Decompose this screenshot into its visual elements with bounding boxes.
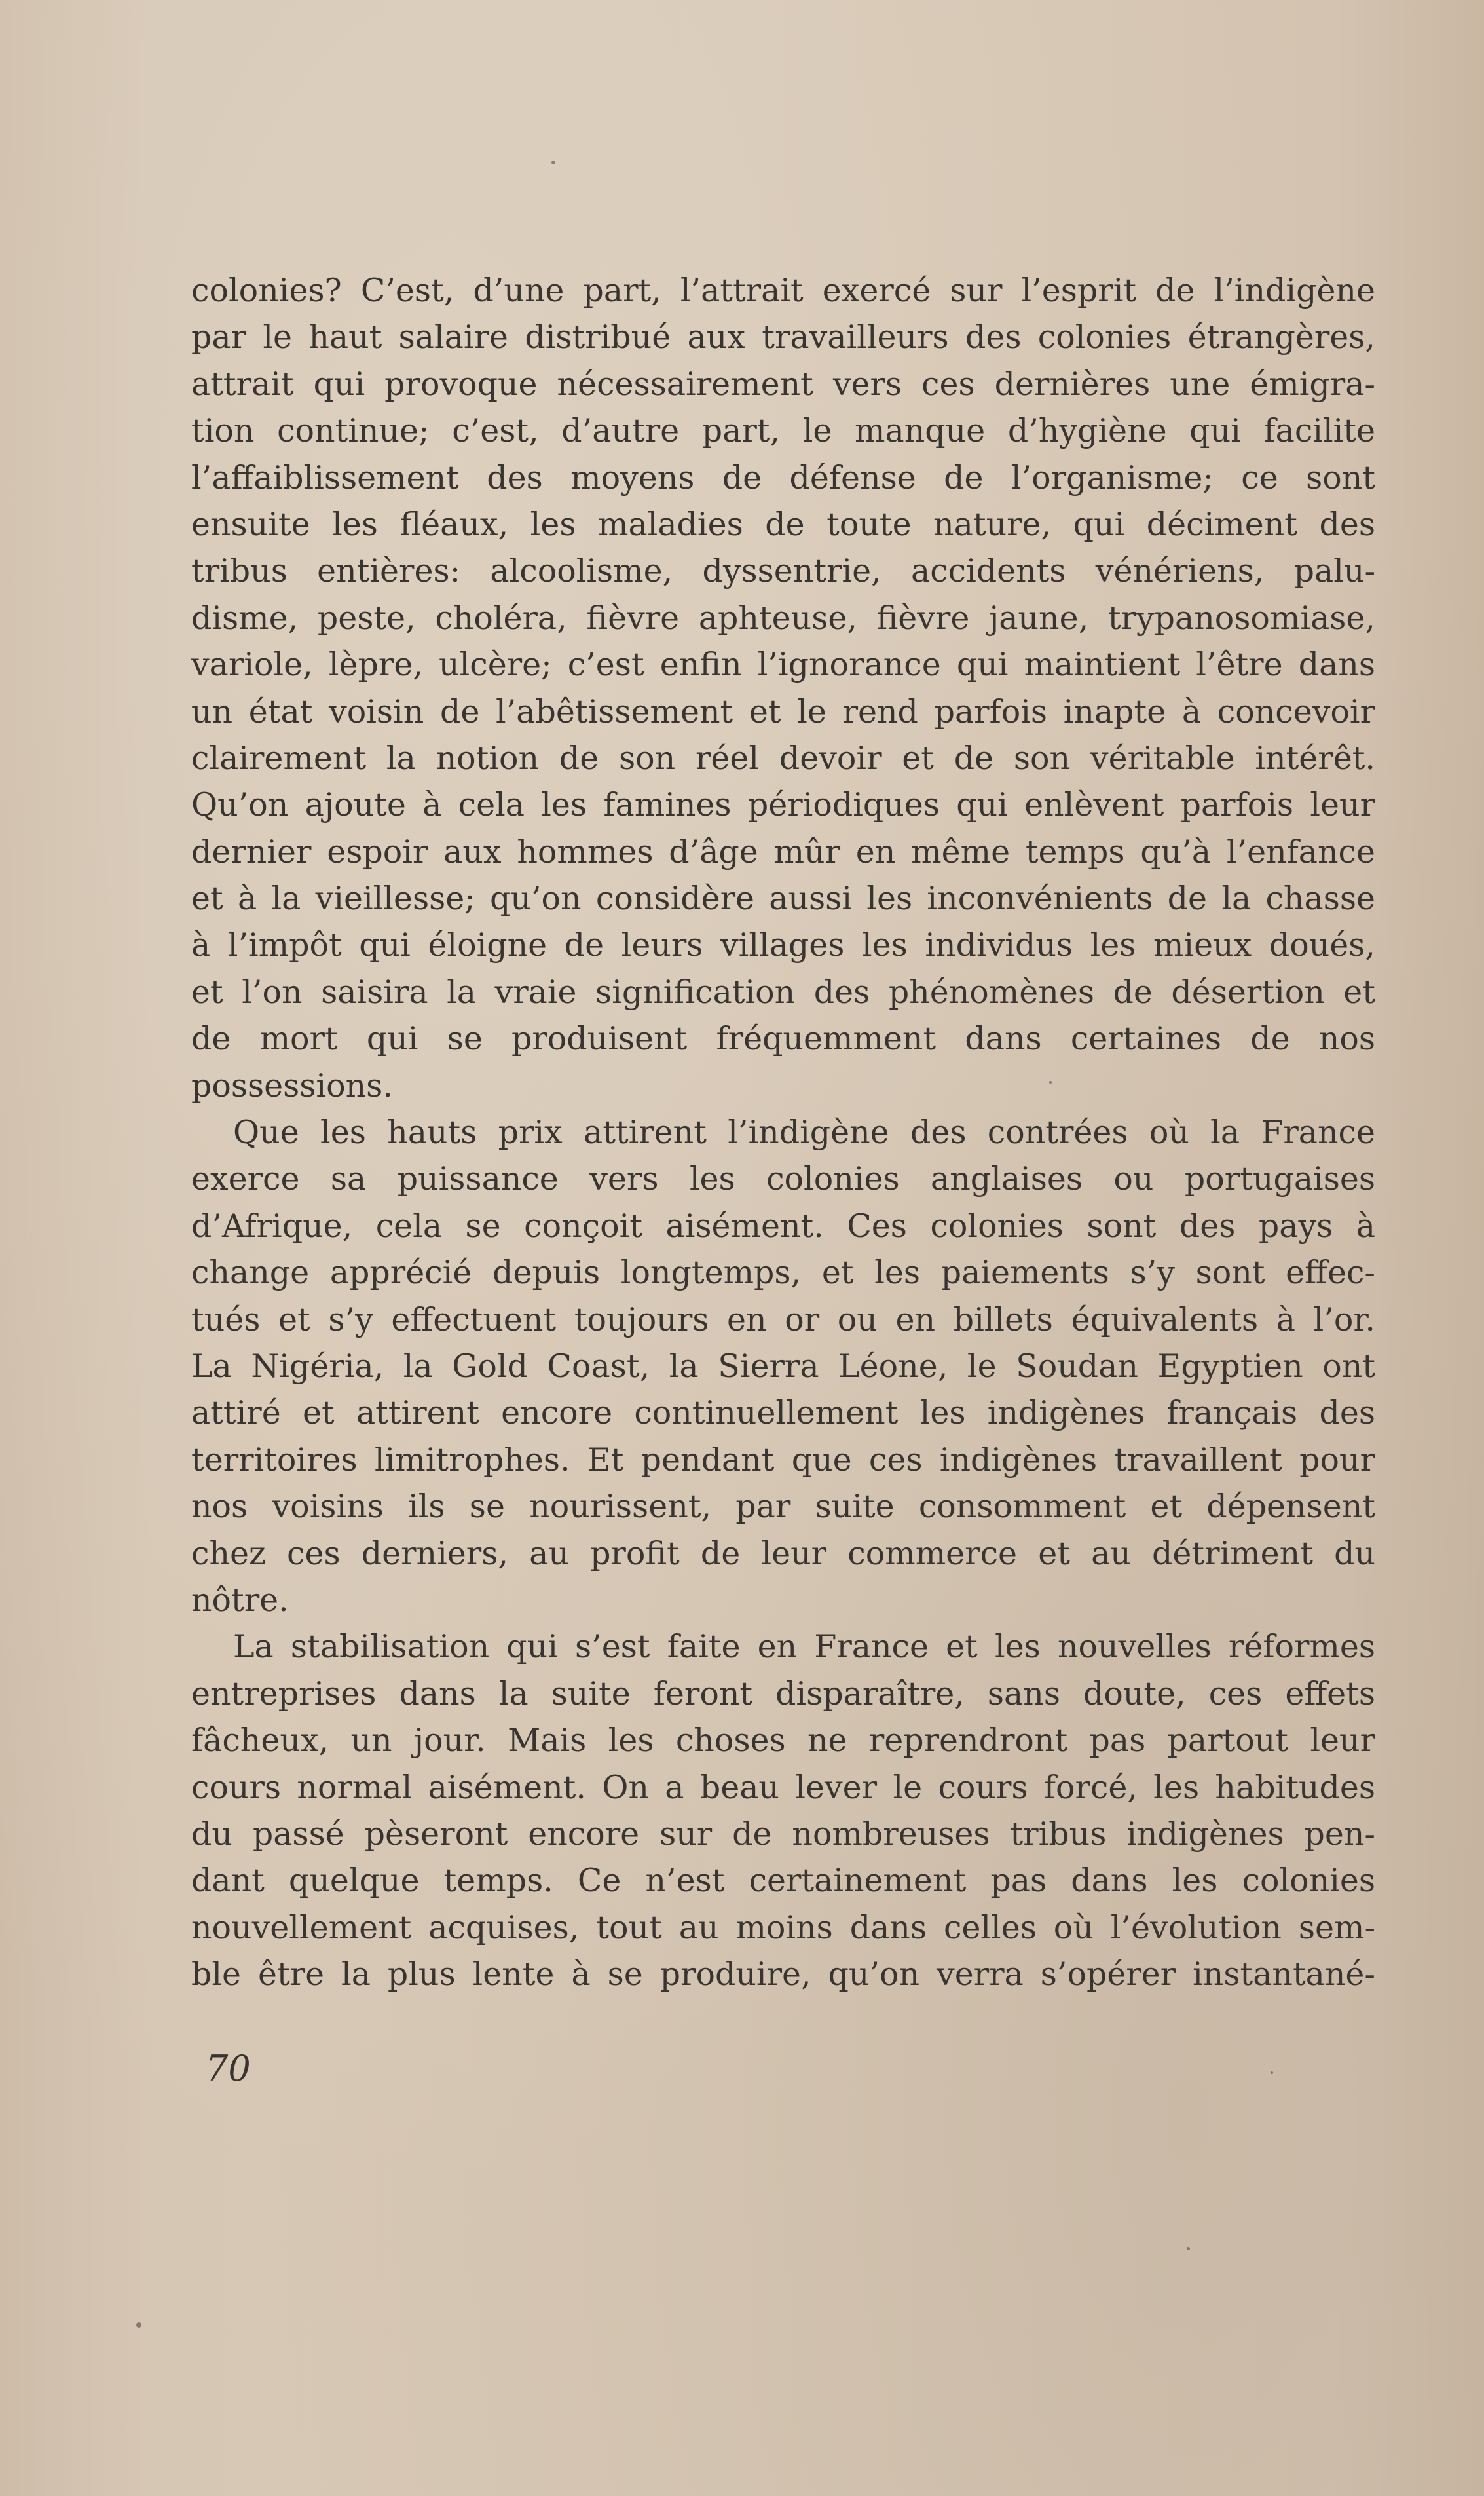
paper-speck xyxy=(1049,1081,1052,1084)
text-line: nouvellement acquises, tout au moins dans celles où l’évolution sem- xyxy=(191,1908,1375,1946)
text-line: variole, lèpre, ulcère; c’est enfin l’ignorance qui maintient l’être dans xyxy=(191,646,1375,684)
text-line: cours normal aisément. On a beau lever le cours forcé, les habitudes xyxy=(191,1768,1375,1806)
text-line: tués et s’y effectuent toujours en or ou en billets équivalents à l’or. xyxy=(191,1300,1375,1338)
page-number: 70 xyxy=(206,2048,251,2089)
text-line: d’Afrique, cela se conçoit aisément. Ces colonies sont des pays à xyxy=(191,1207,1375,1245)
text-line: Qu’on ajoute à cela les famines périodiques qui enlèvent parfois leur xyxy=(191,786,1375,824)
text-line: un état voisin de l’abêtissement et le rend parfois inapte à concevoir xyxy=(191,692,1375,730)
paragraph-first-line: Que les hauts prix attirent l’indigène des contrées où la France xyxy=(233,1114,1375,1152)
paragraph-first-line: La stabilisation qui s’est faite en France et les nouvelles réformes xyxy=(233,1628,1375,1666)
text-line: dant quelque temps. Ce n’est certainement pas dans les colonies xyxy=(191,1862,1375,1900)
text-line: du passé pèseront encore sur de nombreuses tribus indigènes pen- xyxy=(191,1815,1375,1853)
text-line: ensuite les fléaux, les maladies de toute nature, qui déciment des xyxy=(191,505,1375,543)
text-line: chez ces derniers, au profit de leur commerce et au détriment du xyxy=(191,1534,1375,1572)
paper-speck xyxy=(1187,2247,1190,2250)
paragraph-last-line: possessions. xyxy=(191,1067,393,1105)
text-line: nos voisins ils se nourissent, par suite consomment et dépensent xyxy=(191,1488,1375,1526)
text-line: ble être la plus lente à se produire, qu’on verra s’opérer instantané- xyxy=(191,1956,1375,1994)
text-line: disme, peste, choléra, fièvre aphteuse, fièvre jaune, trypanosomiase, xyxy=(191,599,1375,637)
text-line: clairement la notion de son réel devoir et de son véritable intérêt. xyxy=(191,739,1375,777)
text-line: territoires limitrophes. Et pendant que ces indigènes travaillent pour xyxy=(191,1441,1375,1479)
body-text xyxy=(191,267,1375,1997)
text-line: dernier espoir aux hommes d’âge mûr en même temps qu’à l’enfance xyxy=(191,833,1375,871)
text-line: et l’on saisira la vraie signification des phénomènes de désertion et xyxy=(191,973,1375,1011)
text-line: attiré et attirent encore continuellement les indigènes français des xyxy=(191,1394,1375,1432)
text-line: exerce sa puissance vers les colonies anglaises ou portugaises xyxy=(191,1160,1375,1198)
text-line: l’affaiblissement des moyens de défense de l’organisme; ce sont xyxy=(191,459,1375,497)
paper-speck xyxy=(551,161,555,164)
paper-speck xyxy=(136,2322,141,2328)
text-line: à l’impôt qui éloigne de leurs villages les individus les mieux doués, xyxy=(191,926,1375,964)
text-line: fâcheux, un jour. Mais les choses ne reprendront pas partout leur xyxy=(191,1722,1375,1760)
text-line: La Nigéria, la Gold Coast, la Sierra Léone, le Soudan Egyptien ont xyxy=(191,1347,1375,1385)
text-line: par le haut salaire distribué aux travailleurs des colonies étrangères, xyxy=(191,318,1375,356)
text-line: tion continue; c’est, d’autre part, le manque d’hygiène qui facilite xyxy=(191,412,1375,450)
text-line: de mort qui se produisent fréquemment dans certaines de nos xyxy=(191,1020,1375,1058)
text-line: et à la vieillesse; qu’on considère aussi les inconvénients de la chasse xyxy=(191,880,1375,918)
text-line: attrait qui provoque nécessairement vers ces dernières une émigra- xyxy=(191,365,1375,403)
text-line: change apprécié depuis longtemps, et les paiements s’y sont effec- xyxy=(191,1254,1375,1292)
paragraph-last-line: nôtre. xyxy=(191,1581,289,1619)
text-line: tribus entières: alcoolisme, dyssentrie, accidents vénériens, palu- xyxy=(191,552,1375,590)
text-line: colonies? C’est, d’une part, l’attrait exercé sur l’esprit de l’indigène xyxy=(191,272,1375,309)
paper-speck xyxy=(1271,2071,1273,2074)
text-line: entreprises dans la suite feront disparaître, sans doute, ces effets xyxy=(191,1674,1375,1712)
